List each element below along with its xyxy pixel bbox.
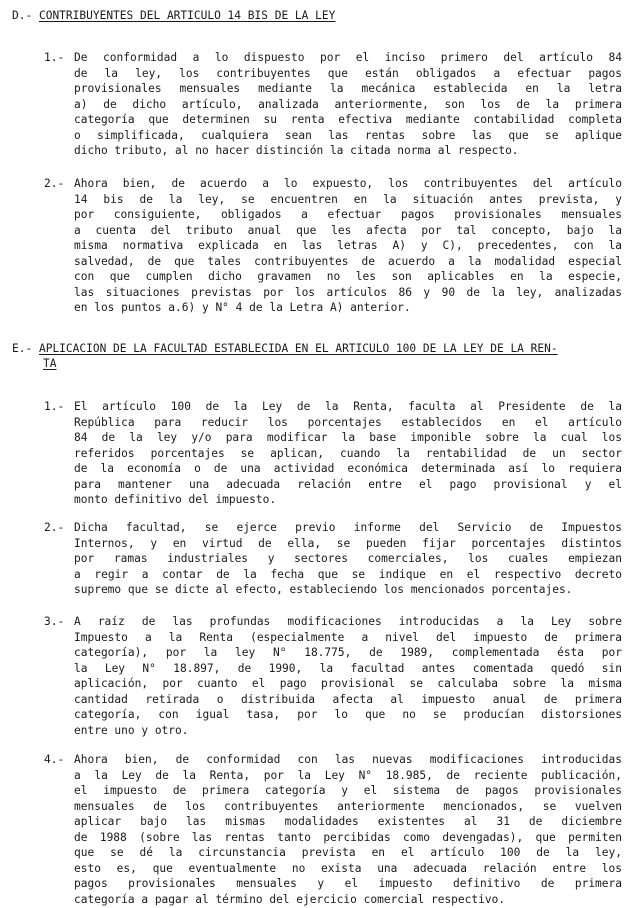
paragraph-line: que se dé la circunstancia prevista en el artículo 100 de la ley, [74,846,622,859]
paragraph-line: Dicha facultad, se ejerce previo informe del Servicio de Impuestos [74,521,622,534]
paragraph-line: Impuesto a la Renta (especialmente a nivel del impuesto de primera [74,630,622,644]
paragraph-line: salvedad, de que tales contribuyentes de acuerdo a la modalidad especial [74,254,622,268]
item-paragraph [74,520,622,598]
paragraph-line: pagos provisionales mensuales y el impuesto definitivo de primera [74,877,622,890]
section-e-letter: E.- [12,342,33,355]
paragraph-line: la Ley N° 18.897, de 1990, la facultad antes comentada quedó sin [74,661,622,675]
paragraph-line: mensuales de los contribuyentes anteriormente mencionados, se vuelven [74,799,622,813]
paragraph-line: De conformidad a lo dispuesto por el inciso primero del artículo 84 [74,51,622,64]
paragraph-line: categoría, con igual tasa, por lo que no se producían distorsiones [74,708,622,721]
paragraph-line: esto es, que eventualmente no exista una adecuada relación entre los [74,861,622,875]
section-d-heading [12,9,335,22]
paragraph-line: a regir a contar de la fecha que se indique en el respectivo decreto [74,567,622,581]
paragraph-line: a cuenta del tributo anual que les afecta por tal concepto, bajo la [74,223,622,237]
paragraph-line: para mantener una adecuada relación entre el pago provisional y el [74,477,622,491]
paragraph-line: monto definitivo del impuesto. [74,493,277,506]
paragraph-line: a la Ley de la Renta, por la Ley N° 18.985, de reciente publicación, [74,768,622,782]
paragraph-line: supremo que se dicte al efecto, estableciendo los mencionados porcentajes. [74,583,573,596]
paragraph-line: dicho tributo, al no hacer distinción la citada norma al respecto. [74,144,519,157]
item-paragraph [74,614,622,738]
item-number: 3.- [44,615,65,628]
paragraph-line: de la economía o de una actividad económica determinada así lo requiera [74,462,622,475]
paragraph-line: por ramas industriales y sectores comerciales, los cuales empiezan [74,552,622,565]
paragraph-line: a) de dicho artículo, analizada anteriormente, son los de la primera [74,97,622,111]
section-e-title-line-2: TA [43,357,57,370]
item-number: 4.- [44,753,65,766]
paragraph-line: Internos, y en virtud de ella, se pueden fijar porcentajes distintos [74,536,622,550]
paragraph-line: con que cumplen dicho gravamen no les son aplicables en la especie, [74,270,622,283]
item-paragraph [74,50,622,159]
paragraph-line: aplicar bajo las mismas modalidades existentes al 31 de diciembre [74,815,622,828]
item-paragraph [74,752,622,907]
paragraph-line: o simplificada, cualquiera sean las rentas sobre las que se aplique [74,128,622,142]
paragraph-line: por consiguiente, obligados a efectuar pagos provisionales mensuales [74,208,622,221]
paragraph-line: 14 bis de la ley, se encuentren en la situación antes prevista, y [74,192,622,206]
paragraph-line: categoría), por la ley N° 18.775, de 1989, complementada ésta por [74,646,622,659]
paragraph-line: A raíz de las profundas modificaciones introducidas a la Ley sobre [74,615,622,628]
section-d-letter: D.- [12,9,33,22]
paragraph-line: de la ley, los contribuyentes que están obligados a efectuar pagos [74,66,622,80]
paragraph-line: en los puntos a.6) y N° 4 de la Letra A) anterior. [74,301,411,314]
paragraph-line: aplicación, por cuanto el pago provisional se calculaba sobre la misma [74,677,622,690]
paragraph-line: entre uno y otro. [74,723,189,737]
item-number: 1.- [44,51,65,64]
paragraph-line: Ahora bien, de acuerdo a lo expuesto, los contribuyentes del artículo [74,177,622,190]
item-number: 1.- [44,400,65,413]
paragraph-line: categoría que determinen su renta efectiva mediante contabilidad completa [74,113,622,126]
paragraph-line: referidos porcentajes se aplican, cuando la rentabilidad de un sector [74,446,622,460]
paragraph-line: el impuesto de primera categoría y el sistema de pagos provisionales [74,784,622,797]
section-e-heading-continuation [43,357,56,370]
paragraph-line: República para reducir los porcentajes establecidos en el artículo [74,415,622,429]
item-number: 2.- [44,177,65,190]
paragraph-line: provisionales mensuales mediante la mecánica establecida en la letra [74,82,622,95]
item-paragraph [74,176,622,316]
paragraph-line: categoría a pagar al término del ejercicio comercial respectivo. [74,892,506,906]
paragraph-line: Ahora bien, de conformidad con las nuevas modificaciones introducidas [74,753,622,766]
paragraph-line: de 1988 (sobre las rentas tanto percibidas como devengadas), que permiten [74,830,622,844]
section-d-title: CONTRIBUYENTES DEL ARTICULO 14 BIS DE LA LEY [38,9,336,22]
paragraph-line: las situaciones previstas por los artículos 86 y 90 de la ley, analizadas [74,285,622,299]
item-number: 2.- [44,521,65,534]
item-paragraph [74,399,622,508]
paragraph-line: cantidad retirada o distribuida afecta al impuesto anual de primera [74,692,622,706]
paragraph-line: 84 de la ley y/o para modificar la base imponible sobre la cual los [74,431,622,444]
paragraph-line: El artículo 100 de la Ley de la Renta, faculta al Presidente de la [74,400,622,413]
paragraph-line: misma normativa explicada en las letras A) y C), precedentes, con la [74,239,622,252]
section-e-title-line-1: APLICACION DE LA FACULTAD ESTABLECIDA EN EL ARTICULO 100 DE LA LEY DE LA REN- [38,342,558,355]
section-e-heading [12,342,558,355]
